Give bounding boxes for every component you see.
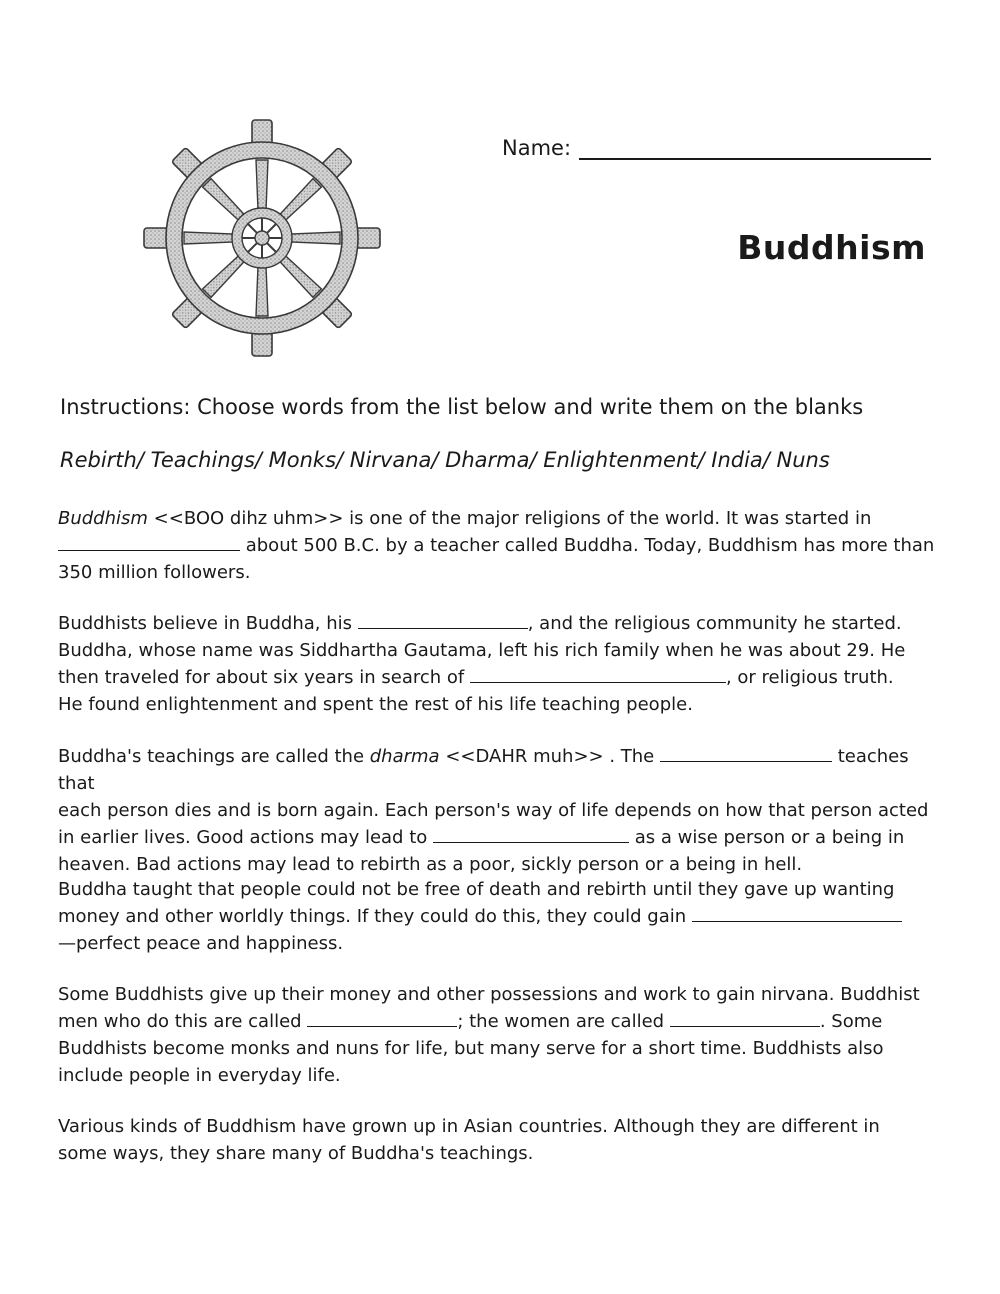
- name-input-line[interactable]: [579, 136, 931, 160]
- dharma-wheel-icon: [142, 118, 382, 358]
- paragraph-4: Buddha taught that people could not be free of death and rebirth until they gave up wanting money and other worldly things. If they could do this, they could gain —perfect peace and happiness.: [58, 876, 938, 957]
- instructions-text: Instructions: Choose words from the list below and write them on the blanks: [60, 395, 864, 419]
- blank-7[interactable]: [307, 1008, 457, 1027]
- blank-5[interactable]: [433, 824, 629, 843]
- blank-6[interactable]: [692, 903, 902, 922]
- paragraph-1: Buddhism <<BOO dihz uhm>> is one of the major religions of the world. It was started in about 500 B.C. by a teacher called Buddha. Today, Buddhism has more than 350 million followers.: [58, 508, 935, 583]
- term-buddhism: Buddhism: [58, 508, 148, 529]
- page-title: Buddhism: [737, 228, 926, 267]
- paragraph-5: Some Buddhists give up their money and other possessions and work to gain nirvana. Buddhist men who do this are called ; the women are called . Some Buddhists become monks and nuns for life, but many serve for a short time. Buddhists also include people in everyday life.: [58, 984, 920, 1086]
- blank-3[interactable]: [470, 664, 726, 683]
- paragraph-3: Buddha's teachings are called the dharma <<DAHR muh>> . The teaches that each person dies and is born again. Each person's way of life depends on how that person acted in earlier lives. Good actions may lead to as a wise person or a being in heaven. Bad actions may lead to rebirth as a poor, sickly person or a being in hell.: [58, 743, 938, 878]
- word-list: Rebirth/ Teachings/ Monks/ Nirvana/ Dharma/ Enlightenment/ India/ Nuns: [60, 448, 830, 472]
- blank-8[interactable]: [670, 1008, 820, 1027]
- name-field-row: [502, 136, 931, 160]
- blank-1[interactable]: [58, 532, 240, 551]
- blank-4[interactable]: [660, 743, 832, 762]
- blank-2[interactable]: [358, 610, 528, 629]
- paragraph-6: Various kinds of Buddhism have grown up in Asian countries. Although they are different in some ways, they share many of Buddha's teachings.: [58, 1116, 880, 1164]
- paragraph-2: Buddhists believe in Buddha, his , and the religious community he started. Buddha, whose name was Siddhartha Gautama, left his rich family when he was about 29. He then traveled for about six years in search of , or religious truth. He found enlightenment and spent the rest of his life teaching people.: [58, 610, 938, 718]
- name-label: Name:: [502, 136, 572, 160]
- term-dharma: dharma: [369, 746, 440, 767]
